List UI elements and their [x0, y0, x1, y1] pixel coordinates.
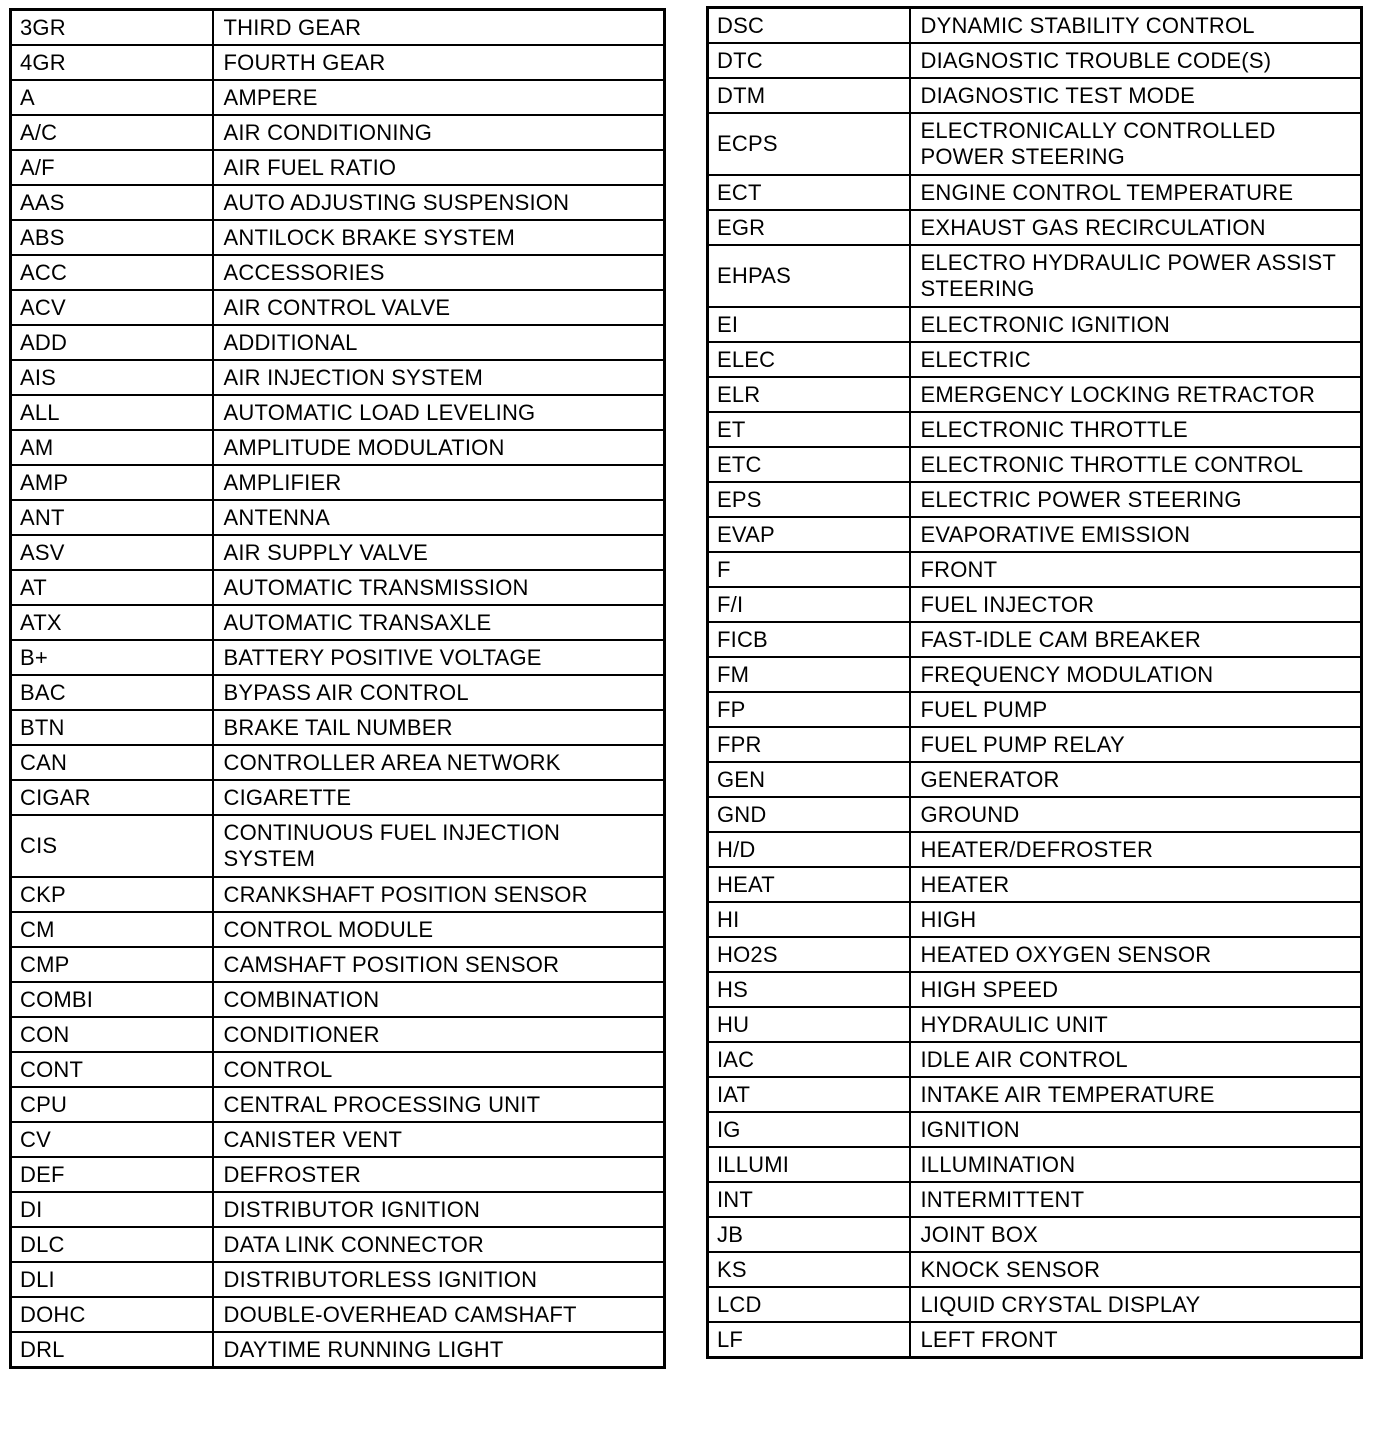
table-row — [708, 937, 1362, 972]
definition-cell: INTAKE AIR TEMPERATURE — [910, 1077, 1362, 1112]
definition-cell: CONTROL — [213, 1052, 665, 1087]
abbreviation-cell: ANT — [11, 500, 213, 535]
abbreviation-cell: AAS — [11, 185, 213, 220]
abbreviation-cell: FM — [708, 657, 910, 692]
definition-cell: ELECTRO HYDRAULIC POWER ASSIST STEERING — [910, 245, 1362, 307]
definition-cell: HEATER/DEFROSTER — [910, 832, 1362, 867]
table-row — [11, 325, 665, 360]
definition-cell: AUTO ADJUSTING SUSPENSION — [213, 185, 665, 220]
table-row — [11, 220, 665, 255]
table-row — [11, 535, 665, 570]
abbreviation-cell: DLI — [11, 1262, 213, 1297]
abbreviation-cell: JB — [708, 1217, 910, 1252]
abbreviation-cell: DTC — [708, 43, 910, 78]
abbreviation-cell: ACC — [11, 255, 213, 290]
definition-cell: ILLUMINATION — [910, 1147, 1362, 1182]
definition-cell: DOUBLE-OVERHEAD CAMSHAFT — [213, 1297, 665, 1332]
definition-cell: CAMSHAFT POSITION SENSOR — [213, 947, 665, 982]
abbreviation-cell: F — [708, 552, 910, 587]
definition-cell: CONDITIONER — [213, 1017, 665, 1052]
definition-cell: DYNAMIC STABILITY CONTROL — [910, 8, 1362, 44]
table-row — [11, 360, 665, 395]
table-row — [11, 80, 665, 115]
table-row — [11, 570, 665, 605]
abbreviation-cell: A/C — [11, 115, 213, 150]
table-row — [11, 877, 665, 912]
definition-cell: EMERGENCY LOCKING RETRACTOR — [910, 377, 1362, 412]
definition-cell: EVAPORATIVE EMISSION — [910, 517, 1362, 552]
table-row — [11, 430, 665, 465]
table-row — [11, 1017, 665, 1052]
table-row — [11, 290, 665, 325]
abbreviation-cell: H/D — [708, 832, 910, 867]
table-row — [11, 912, 665, 947]
abbreviation-cell: GEN — [708, 762, 910, 797]
abbreviation-cell: ALL — [11, 395, 213, 430]
abbreviation-cell: LF — [708, 1322, 910, 1358]
definition-cell: HYDRAULIC UNIT — [910, 1007, 1362, 1042]
table-row — [708, 692, 1362, 727]
abbreviation-cell: F/I — [708, 587, 910, 622]
abbreviation-cell: B+ — [11, 640, 213, 675]
abbreviation-cell: BAC — [11, 675, 213, 710]
definition-cell: DATA LINK CONNECTOR — [213, 1227, 665, 1262]
definition-cell: BYPASS AIR CONTROL — [213, 675, 665, 710]
table-row — [11, 465, 665, 500]
abbreviation-cell: CM — [11, 912, 213, 947]
abbreviation-cell: ECPS — [708, 113, 910, 175]
abbreviation-cell: ELEC — [708, 342, 910, 377]
abbreviation-cell: CV — [11, 1122, 213, 1157]
abbreviation-cell: EGR — [708, 210, 910, 245]
definition-cell: CENTRAL PROCESSING UNIT — [213, 1087, 665, 1122]
table-row — [708, 245, 1362, 307]
table-row — [11, 10, 665, 46]
table-row — [708, 1112, 1362, 1147]
abbreviation-cell: INT — [708, 1182, 910, 1217]
definition-cell: COMBINATION — [213, 982, 665, 1017]
abbreviation-cell: GND — [708, 797, 910, 832]
definition-cell: ACCESSORIES — [213, 255, 665, 290]
table-row — [11, 1227, 665, 1262]
table-row — [708, 210, 1362, 245]
abbreviation-cell: CIS — [11, 815, 213, 877]
abbreviation-cell: 4GR — [11, 45, 213, 80]
definition-cell: EXHAUST GAS RECIRCULATION — [910, 210, 1362, 245]
table-row — [11, 1157, 665, 1192]
abbreviation-cell: ACV — [11, 290, 213, 325]
definition-cell: AIR FUEL RATIO — [213, 150, 665, 185]
abbreviation-cell: HI — [708, 902, 910, 937]
abbreviation-cell: ADD — [11, 325, 213, 360]
table-row — [708, 1007, 1362, 1042]
definition-cell: FUEL PUMP RELAY — [910, 727, 1362, 762]
table-row — [708, 517, 1362, 552]
abbreviation-cell: AT — [11, 570, 213, 605]
table-row — [11, 1122, 665, 1157]
table-row — [708, 1252, 1362, 1287]
table-row — [708, 113, 1362, 175]
abbreviation-cell: CON — [11, 1017, 213, 1052]
abbreviation-cell: DSC — [708, 8, 910, 44]
definition-cell: AUTOMATIC TRANSAXLE — [213, 605, 665, 640]
definition-cell: DAYTIME RUNNING LIGHT — [213, 1332, 665, 1368]
definition-cell: FUEL INJECTOR — [910, 587, 1362, 622]
abbreviation-cell: EPS — [708, 482, 910, 517]
definition-cell: FUEL PUMP — [910, 692, 1362, 727]
abbreviation-cell: ETC — [708, 447, 910, 482]
definition-cell: AMPLIFIER — [213, 465, 665, 500]
abbreviation-cell: KS — [708, 1252, 910, 1287]
table-row — [11, 1332, 665, 1368]
abbreviation-cell: FPR — [708, 727, 910, 762]
definition-cell: CRANKSHAFT POSITION SENSOR — [213, 877, 665, 912]
definition-cell: DIAGNOSTIC TEST MODE — [910, 78, 1362, 113]
definition-cell: HEATED OXYGEN SENSOR — [910, 937, 1362, 972]
abbreviation-cell: HU — [708, 1007, 910, 1042]
table-row — [11, 1192, 665, 1227]
definition-cell: FAST-IDLE CAM BREAKER — [910, 622, 1362, 657]
abbreviation-cell: HEAT — [708, 867, 910, 902]
abbreviation-cell: CPU — [11, 1087, 213, 1122]
table-row — [11, 605, 665, 640]
definition-cell: ANTILOCK BRAKE SYSTEM — [213, 220, 665, 255]
abbreviation-cell: ECT — [708, 175, 910, 210]
table-row — [11, 1262, 665, 1297]
definition-cell: AUTOMATIC LOAD LEVELING — [213, 395, 665, 430]
definition-cell: JOINT BOX — [910, 1217, 1362, 1252]
abbreviation-cell: DTM — [708, 78, 910, 113]
definition-cell: KNOCK SENSOR — [910, 1252, 1362, 1287]
abbreviation-cell: BTN — [11, 710, 213, 745]
abbreviation-cell: CIGAR — [11, 780, 213, 815]
abbreviation-cell: EHPAS — [708, 245, 910, 307]
table-row — [11, 185, 665, 220]
table-row — [708, 43, 1362, 78]
table-row — [708, 1077, 1362, 1112]
definition-cell: DISTRIBUTOR IGNITION — [213, 1192, 665, 1227]
table-row — [11, 1297, 665, 1332]
table-row — [708, 657, 1362, 692]
table-row — [708, 762, 1362, 797]
definition-cell: AUTOMATIC TRANSMISSION — [213, 570, 665, 605]
definition-cell: DIAGNOSTIC TROUBLE CODE(S) — [910, 43, 1362, 78]
table-row — [708, 832, 1362, 867]
abbreviation-cell: 3GR — [11, 10, 213, 46]
table-row — [708, 1147, 1362, 1182]
abbreviation-cell: HS — [708, 972, 910, 1007]
table-row — [708, 867, 1362, 902]
table-row — [708, 1217, 1362, 1252]
table-row — [11, 675, 665, 710]
abbreviation-cell: EI — [708, 307, 910, 342]
definition-cell: IDLE AIR CONTROL — [910, 1042, 1362, 1077]
table-row — [11, 45, 665, 80]
definition-cell: HEATER — [910, 867, 1362, 902]
definition-cell: AIR CONDITIONING — [213, 115, 665, 150]
abbreviation-cell: EVAP — [708, 517, 910, 552]
definition-cell: FREQUENCY MODULATION — [910, 657, 1362, 692]
table-row — [708, 587, 1362, 622]
definition-cell: IGNITION — [910, 1112, 1362, 1147]
abbreviation-cell: FICB — [708, 622, 910, 657]
abbreviation-cell: COMBI — [11, 982, 213, 1017]
abbreviation-cell: A — [11, 80, 213, 115]
abbreviation-cell: ASV — [11, 535, 213, 570]
table-row — [11, 947, 665, 982]
abbreviation-cell: CAN — [11, 745, 213, 780]
abbreviation-table-left — [9, 8, 666, 1369]
table-row — [11, 1052, 665, 1087]
table-row — [708, 482, 1362, 517]
definition-cell: CONTROLLER AREA NETWORK — [213, 745, 665, 780]
definition-cell: ELECTRIC — [910, 342, 1362, 377]
table-row — [11, 1087, 665, 1122]
table-row — [708, 377, 1362, 412]
abbreviation-cell: DLC — [11, 1227, 213, 1262]
table-row — [11, 640, 665, 675]
abbreviation-cell: CONT — [11, 1052, 213, 1087]
abbreviation-cell: A/F — [11, 150, 213, 185]
abbreviation-cell: DRL — [11, 1332, 213, 1368]
abbreviation-cell: AIS — [11, 360, 213, 395]
table-row — [11, 710, 665, 745]
abbreviation-cell: HO2S — [708, 937, 910, 972]
definition-cell: HIGH SPEED — [910, 972, 1362, 1007]
table-row — [708, 8, 1362, 44]
table-row — [708, 78, 1362, 113]
definition-cell: GROUND — [910, 797, 1362, 832]
abbreviation-cell: FP — [708, 692, 910, 727]
abbreviation-cell: AM — [11, 430, 213, 465]
abbreviation-cell: AMP — [11, 465, 213, 500]
abbreviation-cell: CKP — [11, 877, 213, 912]
definition-cell: ANTENNA — [213, 500, 665, 535]
definition-cell: CIGARETTE — [213, 780, 665, 815]
table-row — [11, 395, 665, 430]
table-row — [708, 1287, 1362, 1322]
abbreviation-cell: IAC — [708, 1042, 910, 1077]
definition-cell: ENGINE CONTROL TEMPERATURE — [910, 175, 1362, 210]
definition-cell: ELECTRONICALLY CONTROLLED POWER STEERING — [910, 113, 1362, 175]
table-row — [708, 342, 1362, 377]
definition-cell: CANISTER VENT — [213, 1122, 665, 1157]
table-row — [708, 1182, 1362, 1217]
table-row — [708, 307, 1362, 342]
table-row — [11, 150, 665, 185]
definition-cell: DEFROSTER — [213, 1157, 665, 1192]
definition-cell: GENERATOR — [910, 762, 1362, 797]
definition-cell: ELECTRONIC THROTTLE — [910, 412, 1362, 447]
definition-cell: CONTINUOUS FUEL INJECTION SYSTEM — [213, 815, 665, 877]
definition-cell: ELECTRONIC IGNITION — [910, 307, 1362, 342]
abbreviation-cell: IAT — [708, 1077, 910, 1112]
definition-cell: THIRD GEAR — [213, 10, 665, 46]
abbreviation-cell: ABS — [11, 220, 213, 255]
table-row — [708, 1042, 1362, 1077]
table-row — [708, 727, 1362, 762]
definition-cell: BRAKE TAIL NUMBER — [213, 710, 665, 745]
definition-cell: FRONT — [910, 552, 1362, 587]
abbreviation-cell: LCD — [708, 1287, 910, 1322]
abbreviation-cell: IG — [708, 1112, 910, 1147]
table-row — [708, 902, 1362, 937]
definition-cell: HIGH — [910, 902, 1362, 937]
definition-cell: INTERMITTENT — [910, 1182, 1362, 1217]
abbreviation-cell: DOHC — [11, 1297, 213, 1332]
abbreviation-cell: DI — [11, 1192, 213, 1227]
table-row — [708, 447, 1362, 482]
table-row — [11, 815, 665, 877]
definition-cell: LEFT FRONT — [910, 1322, 1362, 1358]
abbreviation-cell: ATX — [11, 605, 213, 640]
table-row — [708, 797, 1362, 832]
definition-cell: CONTROL MODULE — [213, 912, 665, 947]
table-row — [708, 552, 1362, 587]
table-row — [708, 175, 1362, 210]
table-row — [11, 500, 665, 535]
abbreviation-table-right — [706, 6, 1363, 1359]
abbreviation-cell: ELR — [708, 377, 910, 412]
definition-cell: AIR CONTROL VALVE — [213, 290, 665, 325]
definition-cell: DISTRIBUTORLESS IGNITION — [213, 1262, 665, 1297]
abbreviation-cell: ET — [708, 412, 910, 447]
definition-cell: AIR INJECTION SYSTEM — [213, 360, 665, 395]
definition-cell: LIQUID CRYSTAL DISPLAY — [910, 1287, 1362, 1322]
table-row — [708, 1322, 1362, 1358]
table-row — [11, 745, 665, 780]
definition-cell: AMPERE — [213, 80, 665, 115]
definition-cell: AIR SUPPLY VALVE — [213, 535, 665, 570]
abbreviation-cell: ILLUMI — [708, 1147, 910, 1182]
definition-cell: ELECTRONIC THROTTLE CONTROL — [910, 447, 1362, 482]
definition-cell: AMPLITUDE MODULATION — [213, 430, 665, 465]
table-row — [708, 622, 1362, 657]
abbreviation-cell: DEF — [11, 1157, 213, 1192]
table-row — [11, 780, 665, 815]
definition-cell: FOURTH GEAR — [213, 45, 665, 80]
abbreviation-cell: CMP — [11, 947, 213, 982]
definition-cell: BATTERY POSITIVE VOLTAGE — [213, 640, 665, 675]
table-row — [11, 255, 665, 290]
definition-cell: ADDITIONAL — [213, 325, 665, 360]
table-row — [708, 972, 1362, 1007]
table-row — [708, 412, 1362, 447]
table-row — [11, 982, 665, 1017]
table-row — [11, 115, 665, 150]
definition-cell: ELECTRIC POWER STEERING — [910, 482, 1362, 517]
